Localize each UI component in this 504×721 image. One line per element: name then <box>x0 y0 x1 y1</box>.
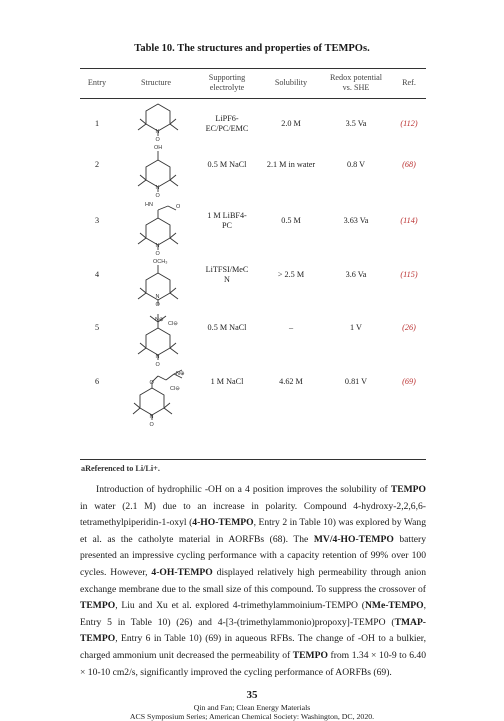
row-electrolyte-line1: 1 M LiBF4- <box>207 211 247 220</box>
row-electrolyte-line1: LiPF6- <box>215 114 239 123</box>
compound-name: NMe-TEMPO <box>364 600 424 612</box>
text-run: in water (2.1 M) due to an increase in polarity. Compound 4-hydroxy-2,2,6,6-tetramethylpiperidin-1-oxyl ( <box>80 500 426 529</box>
svg-text:O: O <box>155 302 160 308</box>
compound-name: TEMPO <box>80 600 116 612</box>
header-structure: Structure <box>140 78 171 87</box>
svg-text:O: O <box>155 137 160 143</box>
text-run: battery presented an impressive cycling performance with a capacity retention of 99% over 100 cycles. However, <box>80 533 427 578</box>
svg-text:OCH₃: OCH₃ <box>153 259 168 265</box>
header-entry: Entry <box>87 78 107 87</box>
svg-text:N: N <box>155 294 160 300</box>
header-electrolyte: Supporting electrolyte <box>208 73 246 92</box>
svg-text:N⊕: N⊕ <box>155 317 164 323</box>
row-redox: 3.5 Va <box>345 119 367 128</box>
row-entry: 4 <box>94 270 100 279</box>
row-ref: (68) <box>402 160 416 169</box>
row-electrolyte: 0.5 M NaCl <box>207 160 247 169</box>
svg-text:N: N <box>155 129 160 135</box>
row-ref: (26) <box>402 323 416 332</box>
row-redox: 0.81 V <box>344 377 368 386</box>
compound-name: TEMPO <box>292 649 328 661</box>
svg-text:O: O <box>155 251 160 257</box>
row-redox: 3.6 Va <box>345 270 367 279</box>
table-bottom-rule <box>80 459 426 460</box>
table-header-rule <box>80 98 426 99</box>
row-solubility: 4.62 M <box>279 377 303 386</box>
text-run: , Entry 5 in Table 10) (26) and 4-[3-(trimethylammonio)propoxy]-TEMPO ( <box>80 600 426 628</box>
row-redox: 1 V <box>350 323 362 332</box>
row-solubility: > 2.5 M <box>277 270 305 279</box>
svg-text:O: O <box>176 204 181 210</box>
row-ref: (112) <box>400 119 418 128</box>
row-solubility: 2.0 M <box>281 119 301 128</box>
table-footnote: aReferenced to Li/Li+. <box>81 464 160 473</box>
compound-name: TEMPO <box>390 484 426 495</box>
body-paragraph <box>80 482 426 681</box>
row-ref: (114) <box>400 216 418 225</box>
text-run: , Liu and Xu et al. explored 4-trimethylammoinium-TEMPO ( <box>115 600 365 612</box>
svg-text:O: O <box>155 193 160 199</box>
row-entry: 3 <box>94 216 100 225</box>
table-caption: Table 10. The structures and properties of TEMPOs. <box>134 43 370 54</box>
svg-text:N⊕: N⊕ <box>176 371 185 377</box>
row-electrolyte-line2: EC/PC/EMC <box>205 124 249 133</box>
svg-text:Cl⊖: Cl⊖ <box>168 321 178 327</box>
svg-text:N: N <box>155 243 160 249</box>
row-ref: (115) <box>400 270 418 279</box>
tempo-structure-6 <box>133 370 182 420</box>
text-run: , Entry 2 in Table 10) was explored by Wang et al. as the catholyte material in AORFBs (68). The <box>80 517 426 545</box>
svg-text:OH: OH <box>154 145 163 151</box>
row-solubility: 2.1 M in water <box>266 160 316 169</box>
row-redox: 3.63 Va <box>343 216 369 225</box>
row-solubility: 0.5 M <box>281 216 301 225</box>
row-solubility: – <box>288 323 294 332</box>
svg-text:O: O <box>149 422 154 428</box>
header-ref: Ref. <box>402 78 416 87</box>
header-redox: Redox potential vs. SHE <box>329 73 383 92</box>
row-electrolyte-line2: PC <box>221 221 232 230</box>
svg-text:Cl⊖: Cl⊖ <box>170 386 180 392</box>
page-number: 35 <box>246 689 258 701</box>
svg-text:HN: HN <box>145 202 153 208</box>
row-electrolyte: 1 M NaCl <box>210 377 244 386</box>
row-redox: 0.8 V <box>346 160 366 169</box>
text-run: , Entry 6 in Table 10) (69) in aqueous RFBs. The change of -OH to a bulkier, charged ammonium unit decreased the permeability of <box>80 633 426 661</box>
row-entry: 5 <box>94 323 100 332</box>
row-electrolyte-line1: LiTFSI/MeC <box>205 265 249 274</box>
footer-series: ACS Symposium Series; American Chemical Society: Washington, DC, 2020. <box>129 712 375 721</box>
row-electrolyte: 0.5 M NaCl <box>207 323 247 332</box>
footer-citation: Qin and Fan; Clean Energy Materials <box>193 703 311 712</box>
row-electrolyte-line2: N <box>224 275 230 284</box>
compound-name: 4-HO-TEMPO <box>192 517 254 529</box>
header-solubility: Solubility <box>274 78 308 87</box>
row-ref: (69) <box>402 377 416 386</box>
compound-name: TMAP-TEMPO <box>80 616 426 645</box>
compound-name: 4-OH-TEMPO <box>151 566 213 578</box>
structure-drawings <box>130 100 186 455</box>
compound-name: MV/4-HO-TEMPO <box>313 533 394 545</box>
table-top-rule <box>80 68 426 69</box>
svg-text:N: N <box>149 414 154 420</box>
row-entry: 2 <box>94 160 100 169</box>
row-entry: 6 <box>94 377 100 386</box>
text-run: from 1.34 × 10-9 to 6.40 × 10-10 cm2/s, significantly improved the cycling performance of AORFBs (69). <box>80 649 426 678</box>
svg-text:N: N <box>155 185 160 191</box>
text-run: displayed relatively high permeability through anion exchange membrane due to the small size of this compound. To suppress the crossover of <box>80 566 427 595</box>
text-run: Introduction of hydrophilic -OH on a 4 position improves the solubility of <box>96 484 391 495</box>
svg-text:O: O <box>149 380 154 386</box>
row-entry: 1 <box>94 119 100 128</box>
svg-text:N: N <box>155 354 160 360</box>
svg-text:O: O <box>155 362 160 368</box>
